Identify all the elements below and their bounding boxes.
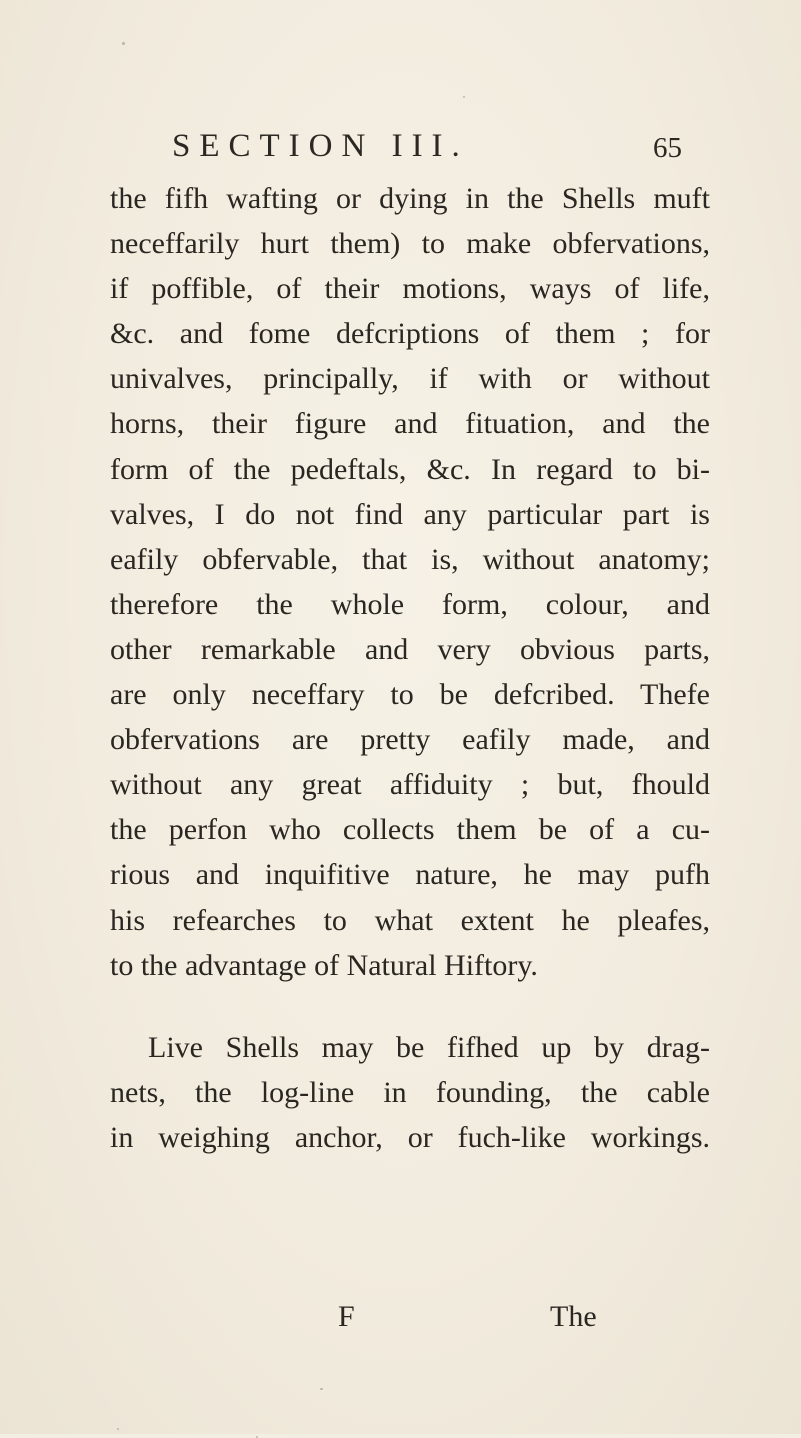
paper-speck <box>463 96 465 98</box>
text-line: the perfon who collects them be of a cu- <box>110 813 710 847</box>
section-title: SECTION III. <box>172 128 469 164</box>
text-line: &c. and fome defcriptions of them ; for <box>110 317 710 351</box>
text-line: the fifh wafting or dying in the Shells muft <box>110 182 710 215</box>
text-line: obfervations are pretty eafily made, and <box>110 723 710 757</box>
text-line: without any great affiduity ; but, fhould <box>110 768 710 802</box>
text-line: form of the pedeftals, &c. In regard to bi- <box>110 452 710 486</box>
text-line: therefore the whole form, colour, and <box>110 587 710 621</box>
page-number: 65 <box>653 132 682 164</box>
signature-mark: F <box>338 1300 355 1333</box>
text-line: nets, the log-line in founding, the cable <box>110 1075 710 1109</box>
paragraph-gap <box>110 988 710 1025</box>
body-text <box>110 176 710 1160</box>
paper-speck <box>117 1428 119 1430</box>
text-line: neceffarily hurt them) to make obfervations, <box>110 227 710 261</box>
running-head <box>172 128 682 172</box>
text-line: Live Shells may be fifhed up by drag- <box>148 1030 710 1064</box>
paragraph-1 <box>110 176 710 988</box>
text-line: eafily obfervable, that is, without anatomy; <box>110 542 710 576</box>
text-line: in weighing anchor, or fuch-like workings. <box>110 1120 710 1154</box>
paper-speck <box>320 1388 323 1390</box>
text-line: are only neceffary to be defcribed. Thefe <box>110 678 710 712</box>
text-line: other remarkable and very obvious parts, <box>110 632 710 666</box>
paragraph-2 <box>110 1025 710 1160</box>
text-line: to the advantage of Natural Hiftory. <box>110 948 538 982</box>
catchline <box>110 1300 710 1344</box>
text-line: valves, I do not find any particular part is <box>110 497 710 531</box>
text-line: horns, their figure and fituation, and the <box>110 407 710 441</box>
text-line: if poffible, of their motions, ways of life, <box>110 272 710 306</box>
text-line: univalves, principally, if with or without <box>110 362 710 396</box>
paper-speck <box>122 42 125 45</box>
catchword: The <box>550 1300 597 1333</box>
text-line: his refearches to what extent he pleafes, <box>110 903 710 937</box>
text-line: rious and inquifitive nature, he may pufh <box>110 858 710 892</box>
